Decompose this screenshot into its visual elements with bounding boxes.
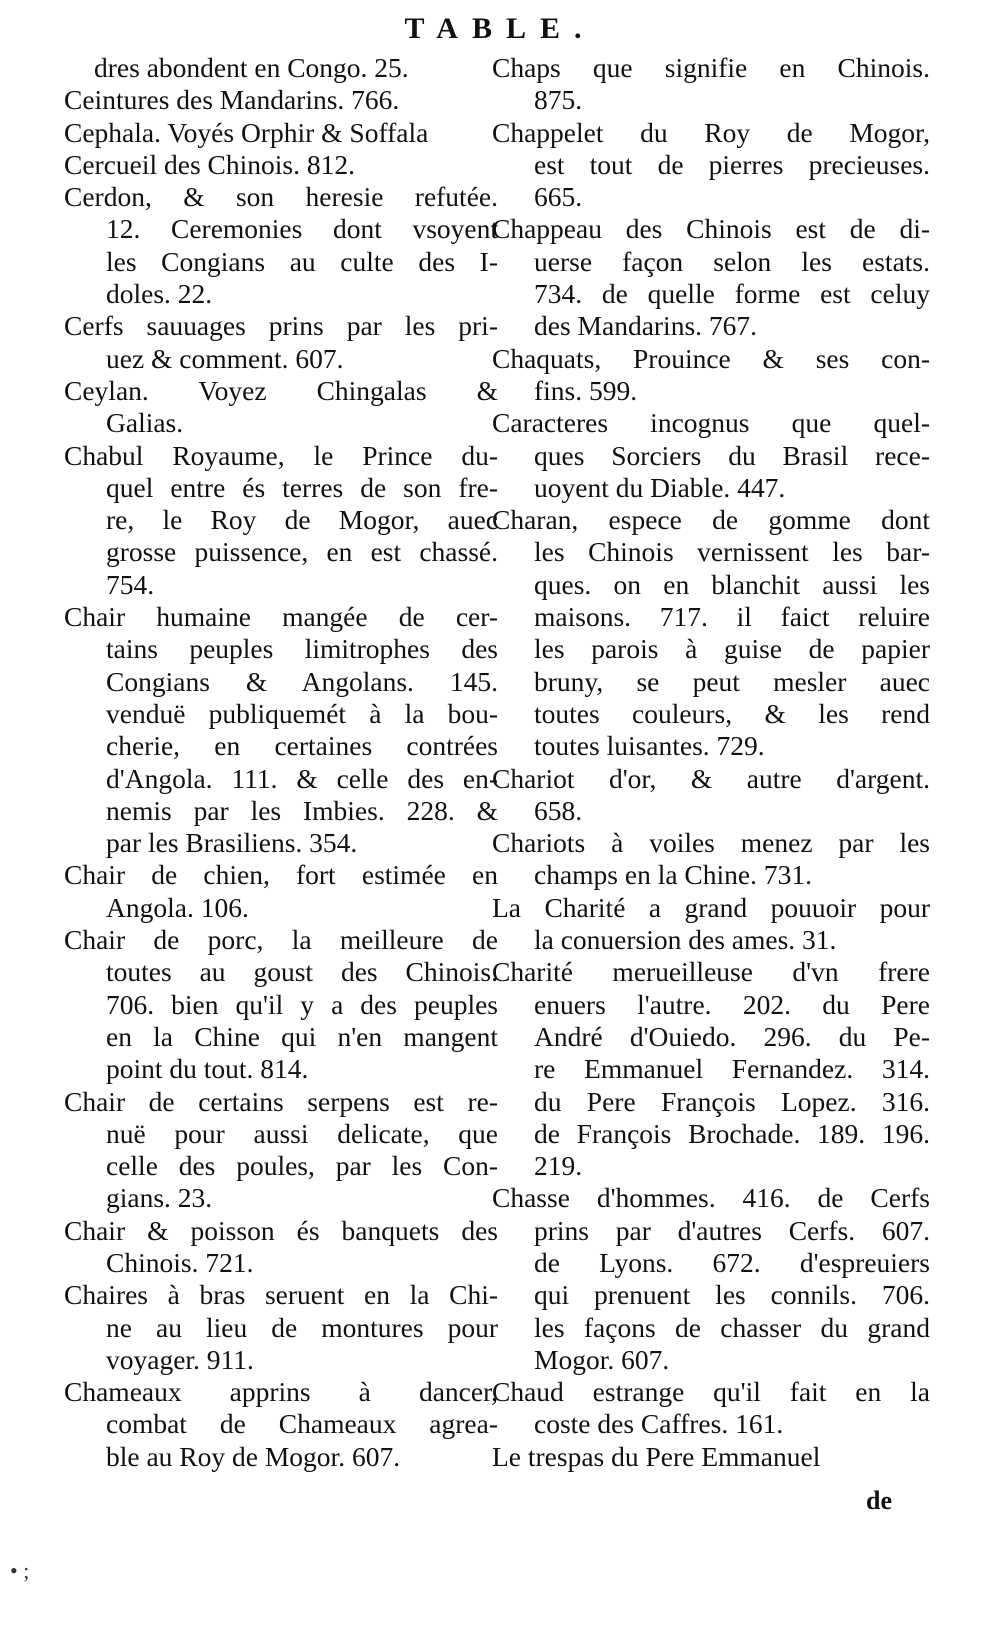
entry-heading-line: Chair de chien, fort estimée en xyxy=(64,859,498,891)
index-entry xyxy=(64,1086,498,1215)
entry-continuation-line: re, le Roy de Mogor, auec xyxy=(106,504,498,536)
entry-heading-line: Cerdon, & son heresie refutée. xyxy=(64,181,498,213)
entry-continuation-line: d'Angola. 111. & celle des en- xyxy=(106,762,498,794)
entry-continuation-line: les Congians au culte des I- xyxy=(106,245,498,277)
index-entry xyxy=(492,892,930,957)
entry-continuation-line: les façons de chasser du grand xyxy=(534,1311,930,1343)
entry-continuation-line: ble au Roy de Mogor. 607. xyxy=(106,1440,401,1472)
index-entry xyxy=(492,407,930,504)
entry-continuation-line: la conuersion des ames. 31. xyxy=(534,924,837,956)
entry-heading-line: Chaps que signifie en Chinois. xyxy=(492,52,930,83)
entry-heading-line: Chappeau des Chinois est de di- xyxy=(492,213,930,245)
entry-heading-line: Cephala. Voyés Orphir & Soffala xyxy=(64,116,429,148)
index-entry xyxy=(64,375,498,440)
entry-continuation-line: tains peuples limitrophes des xyxy=(106,633,498,665)
index-entry xyxy=(492,1376,930,1441)
index-entry xyxy=(492,213,930,342)
index-entry xyxy=(64,149,498,181)
entry-continuation-line: 875. xyxy=(534,84,583,116)
entry-continuation-line: est tout de pierres precieuses. xyxy=(534,148,930,180)
entry-heading-line: Chaires à bras seruent en la Chi- xyxy=(64,1279,498,1311)
entry-heading-line: Chaquats, Prouince & ses con- xyxy=(492,342,930,374)
entry-continuation-line: champs en la Chine. 731. xyxy=(534,859,812,891)
entry-heading-line: Charité merueilleuse d'vn frere xyxy=(492,956,930,988)
entry-continuation-line: toutes couleurs, & les rend xyxy=(534,697,930,729)
entry-heading-line: Charan, espece de gomme dont xyxy=(492,504,930,536)
entry-continuation-line: Mogor. 607. xyxy=(534,1343,670,1375)
entry-continuation-line: venduë publiquemét à la bou- xyxy=(106,697,498,729)
index-entry xyxy=(64,181,498,310)
margin-marks: • ; xyxy=(10,1558,30,1583)
entry-continuation-line: enuers l'autre. 202. du Pere xyxy=(534,988,930,1020)
entry-continuation-line: uerse façon selon les estats. xyxy=(534,245,930,277)
index-entry xyxy=(64,84,498,116)
entry-continuation-line: André d'Ouiedo. 296. du Pe- xyxy=(534,1020,930,1052)
index-entry xyxy=(64,1279,498,1376)
entry-continuation-line: gians. 23. xyxy=(106,1182,213,1214)
entry-continuation-line: 734. de quelle forme est celuy xyxy=(534,278,930,310)
entry-heading-line: Chariot d'or, & autre d'argent. xyxy=(492,762,930,794)
index-entry xyxy=(64,1376,498,1473)
right-column xyxy=(492,52,930,1473)
entry-continuation-line: prins par d'autres Cerfs. 607. xyxy=(534,1214,930,1246)
entry-continuation-line: les parois à guise de papier xyxy=(534,633,930,665)
entry-continuation-line: doles. 22. xyxy=(106,278,213,310)
entry-continuation-line: cherie, en certaines contrées xyxy=(106,730,498,762)
entry-continuation-line: toutes luisantes. 729. xyxy=(534,730,765,762)
entry-continuation-line: 219. xyxy=(534,1150,583,1182)
index-entry xyxy=(492,52,930,117)
entry-heading-line: Chair humaine mangée de cer- xyxy=(64,601,498,633)
entry-continuation-line: ques. on en blanchit aussi les xyxy=(534,568,930,600)
entry-heading-line: Caracteres incognus que quel- xyxy=(492,407,930,439)
entry-heading-line: Chariots à voiles menez par les xyxy=(492,827,930,859)
entry-continuation-line: de Lyons. 672. d'espreuiers xyxy=(534,1246,930,1278)
index-entry xyxy=(492,956,930,1182)
entry-continuation-line: 754. xyxy=(106,568,155,600)
entry-heading-line: Cercueil des Chinois. 812. xyxy=(64,148,356,180)
entry-continuation-line: Congians & Angolans. 145. xyxy=(106,665,498,697)
entry-continuation-line: 706. bien qu'il y a des peuples xyxy=(106,988,498,1020)
index-entry xyxy=(492,827,930,892)
index-entry xyxy=(492,343,930,408)
entry-continuation-line: des Mandarins. 767. xyxy=(534,310,758,342)
entry-heading-line: Chair de certains serpens est re- xyxy=(64,1085,498,1117)
entry-heading-line: Le trespas du Pere Emmanuel xyxy=(492,1440,821,1472)
entry-continuation-line: Angola. 106. xyxy=(106,891,249,923)
entry-continuation-line: toutes au goust des Chinois. xyxy=(106,956,498,988)
index-entry xyxy=(492,763,930,828)
entry-heading-line: Cerfs sauuages prins par les pri- xyxy=(64,310,498,342)
entry-heading-line: Chair & poisson és banquets des xyxy=(64,1214,498,1246)
entry-heading-line: Chaud estrange qu'il fait en la xyxy=(492,1376,930,1408)
entry-continuation-line: maisons. 717. il faict reluire xyxy=(534,601,930,633)
entry-continuation-line: uoyent du Diable. 447. xyxy=(534,471,786,503)
entry-heading-line: Chameaux apprins à dancer, xyxy=(64,1376,498,1408)
entry-heading-line: Chair de porc, la meilleure de xyxy=(64,924,498,956)
entry-continuation-line: qui prenuent les connils. 706. xyxy=(534,1279,930,1311)
entry-continuation-line: re Emmanuel Fernandez. 314. xyxy=(534,1053,930,1085)
entry-continuation-line: 665. xyxy=(534,181,583,213)
entry-continuation-line: nuë pour aussi delicate, que xyxy=(106,1117,498,1149)
entry-continuation-line: ne au lieu de montures pour xyxy=(106,1311,498,1343)
left-column xyxy=(64,52,498,1473)
entry-continuation-line: grosse puissence, en est chassé. xyxy=(106,536,498,568)
entry-heading-line: Chappelet du Roy de Mogor, xyxy=(492,116,930,148)
entry-continuation-line: voyager. 911. xyxy=(106,1343,254,1375)
entry-continuation-line: 12. Ceremonies dont vsoyent xyxy=(106,213,498,245)
entry-heading-line: Ceintures des Mandarins. 766. xyxy=(64,84,400,116)
entry-continuation-line: coste des Caffres. 161. xyxy=(534,1408,784,1440)
entry-continuation-line: point du tout. 814. xyxy=(106,1053,309,1085)
entry-continuation-line: Chinois. 721. xyxy=(106,1246,254,1278)
entry-heading-line: dres abondent en Congo. 25. xyxy=(94,52,409,83)
index-entry xyxy=(492,1182,930,1376)
entry-continuation-line: nemis par les Imbies. 228. & xyxy=(106,794,498,826)
entry-continuation-line: Galias. xyxy=(106,407,184,439)
entry-continuation-line: du Pere François Lopez. 316. xyxy=(534,1085,930,1117)
entry-heading-line: Chasse d'hommes. 416. de Cerfs xyxy=(492,1182,930,1214)
index-entry xyxy=(64,924,498,1085)
index-entry xyxy=(492,1441,930,1473)
entry-continuation-line: 658. xyxy=(534,794,583,826)
entry-continuation-line: par les Brasiliens. 354. xyxy=(106,827,358,859)
index-entry xyxy=(64,440,498,601)
entry-continuation-line: en la Chine qui n'en mangent xyxy=(106,1020,498,1052)
entry-continuation-line: combat de Chameaux agrea- xyxy=(106,1408,498,1440)
entry-continuation-line: bruny, se peut mesler auec xyxy=(534,665,930,697)
entry-heading-line: Ceylan. Voyez Chingalas & xyxy=(64,374,498,406)
index-entry xyxy=(64,601,498,859)
index-entry xyxy=(64,1215,498,1280)
page-header: TABLE. xyxy=(404,12,596,45)
entry-continuation-line: quel entre és terres de son fre- xyxy=(106,471,498,503)
entry-continuation-line: uez & comment. 607. xyxy=(106,342,344,374)
entry-continuation-line: les Chinois vernissent les bar- xyxy=(534,536,930,568)
index-entry xyxy=(492,504,930,762)
entry-continuation-line: de François Brochade. 189. 196. xyxy=(534,1117,930,1149)
entry-continuation-line: celle des poules, par les Con- xyxy=(106,1150,498,1182)
catchword: de xyxy=(866,1486,892,1515)
index-entry xyxy=(492,117,930,214)
entry-heading-line: La Charité a grand pouuoir pour xyxy=(492,891,930,923)
index-entry xyxy=(64,117,498,149)
index-entry xyxy=(64,310,498,375)
index-entry xyxy=(64,859,498,924)
entry-continuation-line: ques Sorciers du Brasil rece- xyxy=(534,439,930,471)
entry-continuation-line: fins. 599. xyxy=(534,374,638,406)
index-entry xyxy=(64,52,498,84)
entry-heading-line: Chabul Royaume, le Prince du- xyxy=(64,439,498,471)
